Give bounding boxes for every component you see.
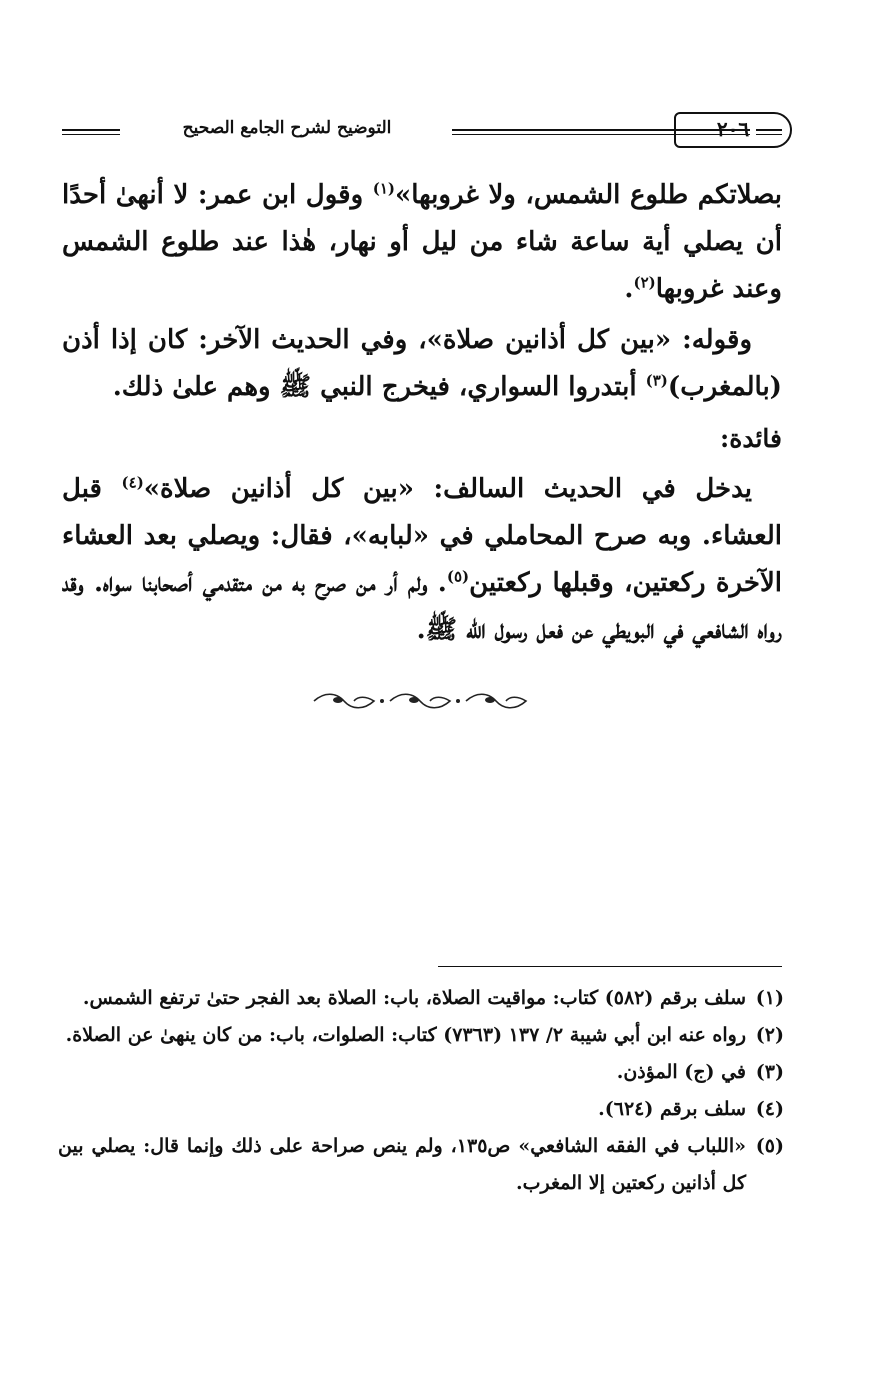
paragraph-2-text-b: أبتدروا السواري، فيخرج النبي ﷺ وهم علىٰ ذلك. xyxy=(112,372,646,402)
footnote-ref-2[interactable]: (٢) xyxy=(633,273,656,292)
footnote-3 xyxy=(58,1054,784,1091)
footnote-2 xyxy=(58,1017,784,1054)
paragraph-3 xyxy=(62,466,782,654)
paragraph-3-text-b: قبل العشاء. وبه صرح المحاملي في «لبابه»، فقال: ويصلي بعد العشاء الآخرة ركعتين، وقبلها ركعتين xyxy=(62,474,782,598)
footnote-text: «اللباب في الفقه الشافعي» ص١٣٥، ولم ينص صراحة على ذلك وإنما قال: يصلي بين كل أذانين ركعتين إلا المغرب. xyxy=(58,1135,747,1194)
paragraph-3-text-c: . ولم أر من صرح به من متقدمي أصحابنا سواه. وقد رواه الشافعي في البويطي عن فعل رسول الله ﷺ. xyxy=(62,568,782,645)
footnote-ref-3[interactable]: (٣) xyxy=(645,371,668,390)
footnote-number: (٤) xyxy=(755,1098,784,1120)
footnote-text: في (ج) المؤذن. xyxy=(616,1061,746,1083)
footnote-number: (٣) xyxy=(755,1061,784,1083)
paragraph-3-text-a: يدخل في الحديث السالف: «بين كل أذانين صلاة» xyxy=(143,474,752,504)
running-title: التوضيح لشرح الجامع الصحيح xyxy=(182,118,392,138)
footnote-text: سلف برقم (٥٨٢) كتاب: مواقيت الصلاة، باب: الصلاة بعد الفجر حتىٰ ترتفع الشمس. xyxy=(82,987,746,1009)
footnote-text: سلف برقم (٦٢٤). xyxy=(598,1098,746,1120)
header-rule-left xyxy=(62,129,120,135)
section-ornament xyxy=(310,690,536,717)
main-text xyxy=(62,172,782,658)
ornament-icon xyxy=(310,690,536,712)
page-header xyxy=(60,110,782,156)
footnote-4 xyxy=(58,1091,784,1128)
footnote-number: (١) xyxy=(755,987,784,1009)
paragraph-2-text-a: وقوله: «بين كل أذانين صلاة»، وفي الحديث الآخر: كان إذا أذن (بالمغرب) xyxy=(62,325,782,402)
subheading-faida: فائدة: xyxy=(720,424,782,453)
footnote-text: رواه عنه ابن أبي شيبة ٢/ ١٣٧ (٧٣٦٣) كتاب: الصلوات، باب: من كان ينهىٰ عن الصلاة. xyxy=(65,1024,746,1046)
paragraph-1-text-b: وقول ابن عمر: لا أنهىٰ أحدًا أن يصلي أية ساعة شاء من ليل أو نهار، هٰذا عند طلوع الشمس وعند غروبها xyxy=(62,180,782,304)
paragraph-1-text-a: بصلاتكم طلوع الشمس، ولا غروبها» xyxy=(395,180,782,210)
footnote-separator xyxy=(438,966,782,967)
footnote-number: (٥) xyxy=(755,1135,784,1157)
footnote-5 xyxy=(58,1128,784,1202)
paragraph-1 xyxy=(62,172,782,313)
paragraph-1-text-c: . xyxy=(624,274,634,304)
page-number: ٢٠٦ xyxy=(674,112,792,148)
footnote-1 xyxy=(58,980,784,1017)
paragraph-2 xyxy=(62,317,782,411)
footnotes xyxy=(58,980,784,1202)
footnote-ref-4[interactable]: (٤) xyxy=(121,473,144,492)
footnote-number: (٢) xyxy=(755,1024,784,1046)
footnote-ref-1[interactable]: (١) xyxy=(372,179,395,198)
footnote-ref-5[interactable]: (٥) xyxy=(446,567,470,586)
header-rule-middle xyxy=(452,129,750,135)
